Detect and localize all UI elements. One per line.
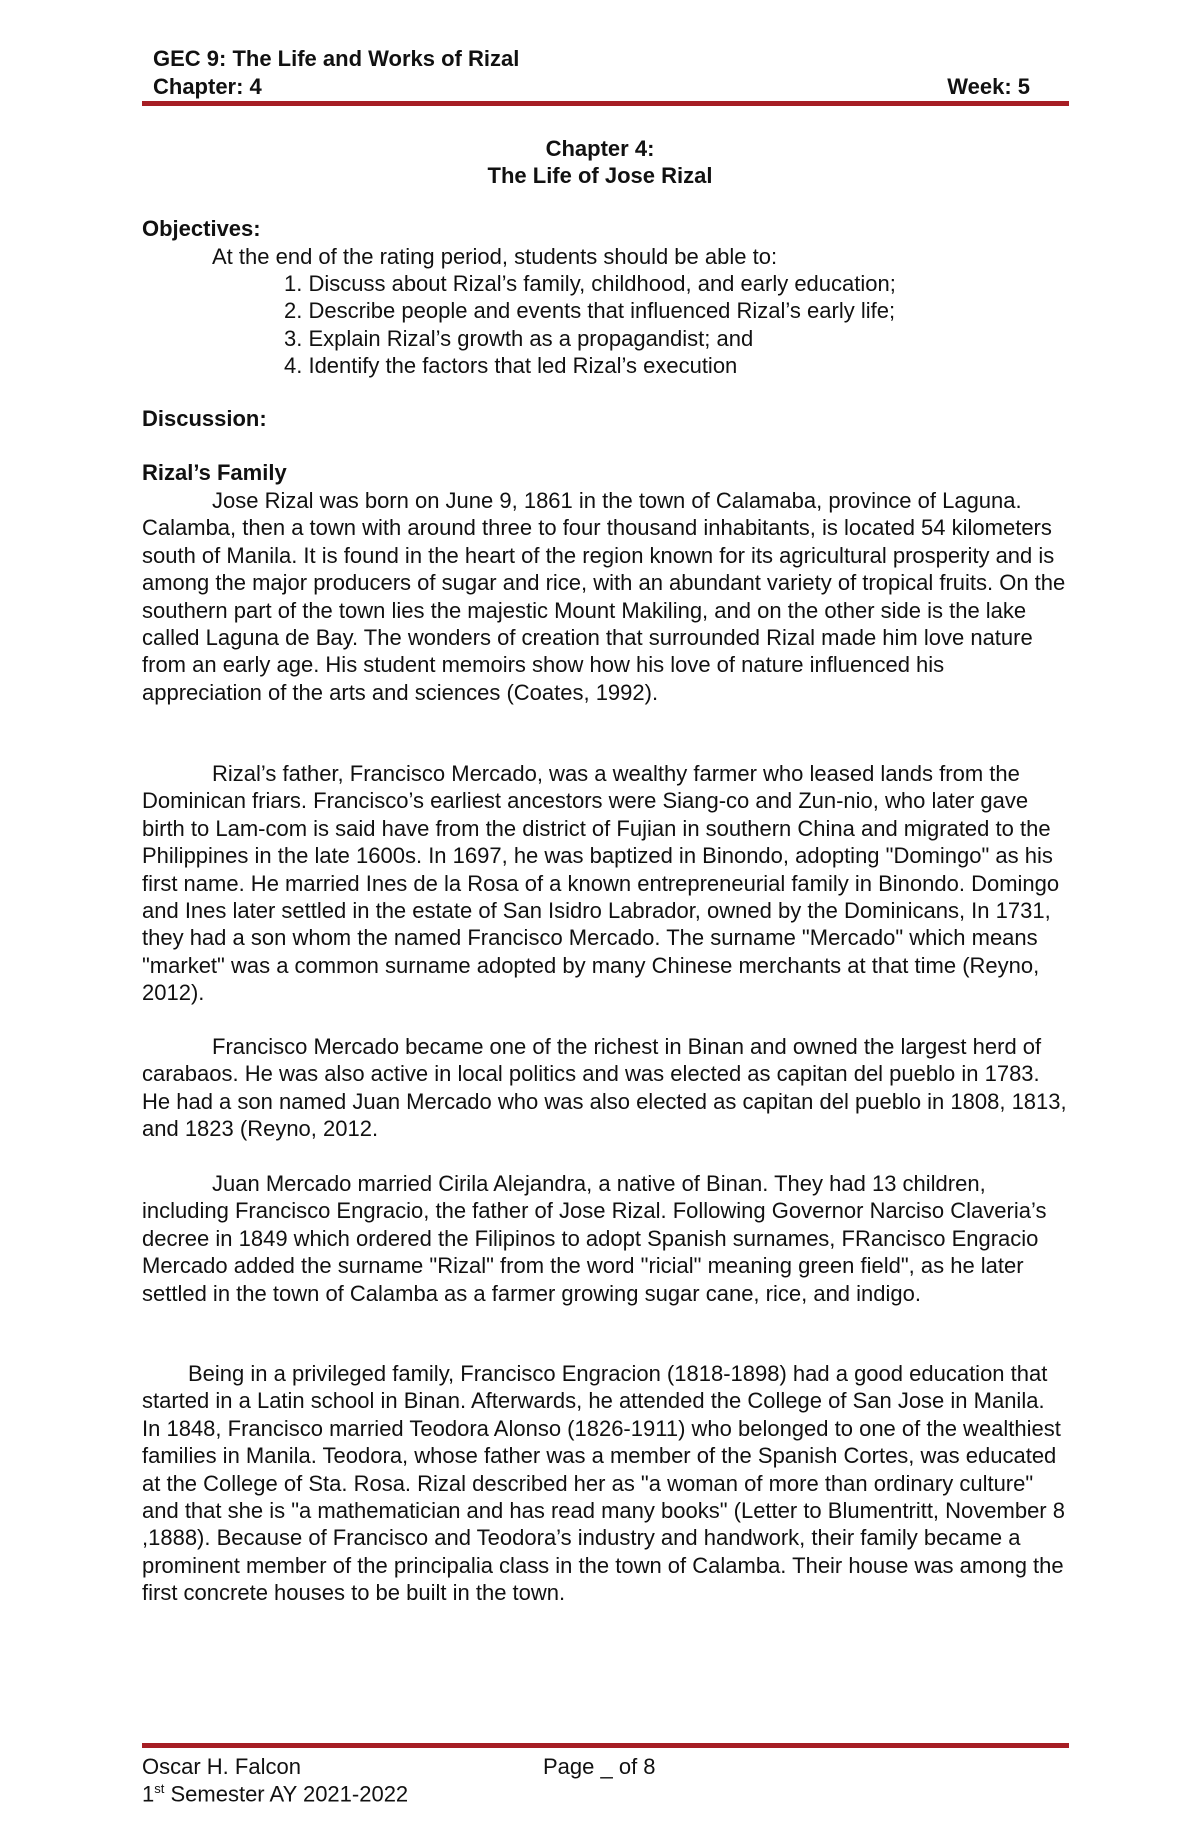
footer-page-number: Page _ of 8: [543, 1754, 656, 1779]
section-heading: Rizal’s Family: [142, 460, 287, 485]
paragraph: Rizal’s father, Francisco Mercado, was a wealthy farmer who leased lands from the Dominican friars. Francisco’s earliest ancestors were Siang-co and Zun-nio, who later gave birth to Lam-com is said have from the district of Fujian in southern China and migrated to the Philippines in the late 1600s. In 1697, he was baptized in Binondo, adopting "Domingo" as his first name. He married Ines de la Rosa of a known entrepreneurial family in Binondo. Domingo and Ines later settled in the estate of San Isidro Labrador, owned by the Dominicans, In 1731, they had a son whom the named Francisco Mercado. The surname "Mercado" which means "market" was a common surname adopted by many Chinese merchants at that time (Reyno, 2012).: [142, 761, 1060, 1006]
chapter-label: Chapter: 4: [153, 74, 262, 99]
footer-divider: [142, 1743, 1069, 1748]
footer-semester: 1st Semester AY 2021-2022: [142, 1781, 409, 1807]
chapter-subtitle: The Life of Jose Rizal: [487, 163, 713, 188]
paragraph: Francisco Mercado became one of the richest in Binan and owned the largest herd of carabaos. He was also active in local politics and was elected as capitan del pueblo in 1783. He had a son named Juan Mercado who was also elected as capitan del pueblo in 1808, 1813, and 1823 (Reyno, 2012.: [142, 1034, 1067, 1142]
discussion-heading: Discussion:: [142, 406, 267, 431]
paragraph: Being in a privileged family, Francisco Engracion (1818-1898) had a good education that started in a Latin school in Binan. Afterwards, he attended the College of San Jose in Manila. In 1848, Francisco married Teodora Alonso (1826-1911) who belonged to one of the wealthiest families in Manila. Teodora, whose father was a member of the Spanish Cortes, was educated at the College of Sta. Rosa. Rizal described her as "a woman of more than ordinary culture" and that she is "a mathematician and has read many books" (Letter to Blumentritt, November 8 ,1888). Because of Francisco and Teodora’s industry and handwork, their family became a prominent member of the principalia class in the town of Calamba. Their house was among the first concrete houses to be built in the town.: [142, 1361, 1065, 1606]
paragraph: Jose Rizal was born on June 9, 1861 in the town of Calamaba, province of Laguna. Calamba, then a town with around three to four thousand inhabitants, is located 54 kilometers south of Manila. It is found in the heart of the region known for its agricultural prosperity and is among the major producers of sugar and rice, with an abundant variety of tropical fruits. On the southern part of the town lies the majestic Mount Makiling, and on the other side is the lake called Laguna de Bay. The wonders of creation that surrounded Rizal made him love nature from an early age. His student memoirs show how his love of nature influenced his appreciation of the arts and sciences (Coates, 1992).: [142, 488, 1066, 705]
objective-item: 3. Explain Rizal’s growth as a propagandist; and: [284, 325, 754, 351]
header-line2: [153, 74, 1065, 100]
objective-item: 2. Describe people and events that influenced Rizal’s early life;: [284, 298, 896, 324]
course-title: GEC 9: The Life and Works of Rizal: [153, 46, 520, 71]
chapter-title: Chapter 4:: [545, 136, 655, 161]
week-label: Week: 5: [947, 74, 1030, 99]
footer-author: Oscar H. Falcon: [142, 1754, 301, 1779]
objective-item: 4. Identify the factors that led Rizal’s execution: [284, 353, 738, 379]
objective-item: 1. Discuss about Rizal’s family, childhood, and early education;: [284, 271, 896, 296]
header-divider: [142, 101, 1069, 106]
objectives-heading: Objectives:: [142, 216, 261, 241]
objectives-intro: At the end of the rating period, students should be able to:: [212, 244, 778, 269]
objectives-list: [284, 270, 896, 380]
paragraph: Juan Mercado married Cirila Alejandra, a native of Binan. They had 13 children, including Francisco Engracio, the father of Jose Rizal. Following Governor Narciso Claveria’s decree in 1849 which ordered the Filipinos to adopt Spanish surnames, FRancisco Engracio Mercado added the surname "Rizal" from the word "ricial" meaning green field", as he later settled in the town of Calamba as a farmer growing sugar cane, rice, and indigo.: [142, 1171, 1047, 1306]
